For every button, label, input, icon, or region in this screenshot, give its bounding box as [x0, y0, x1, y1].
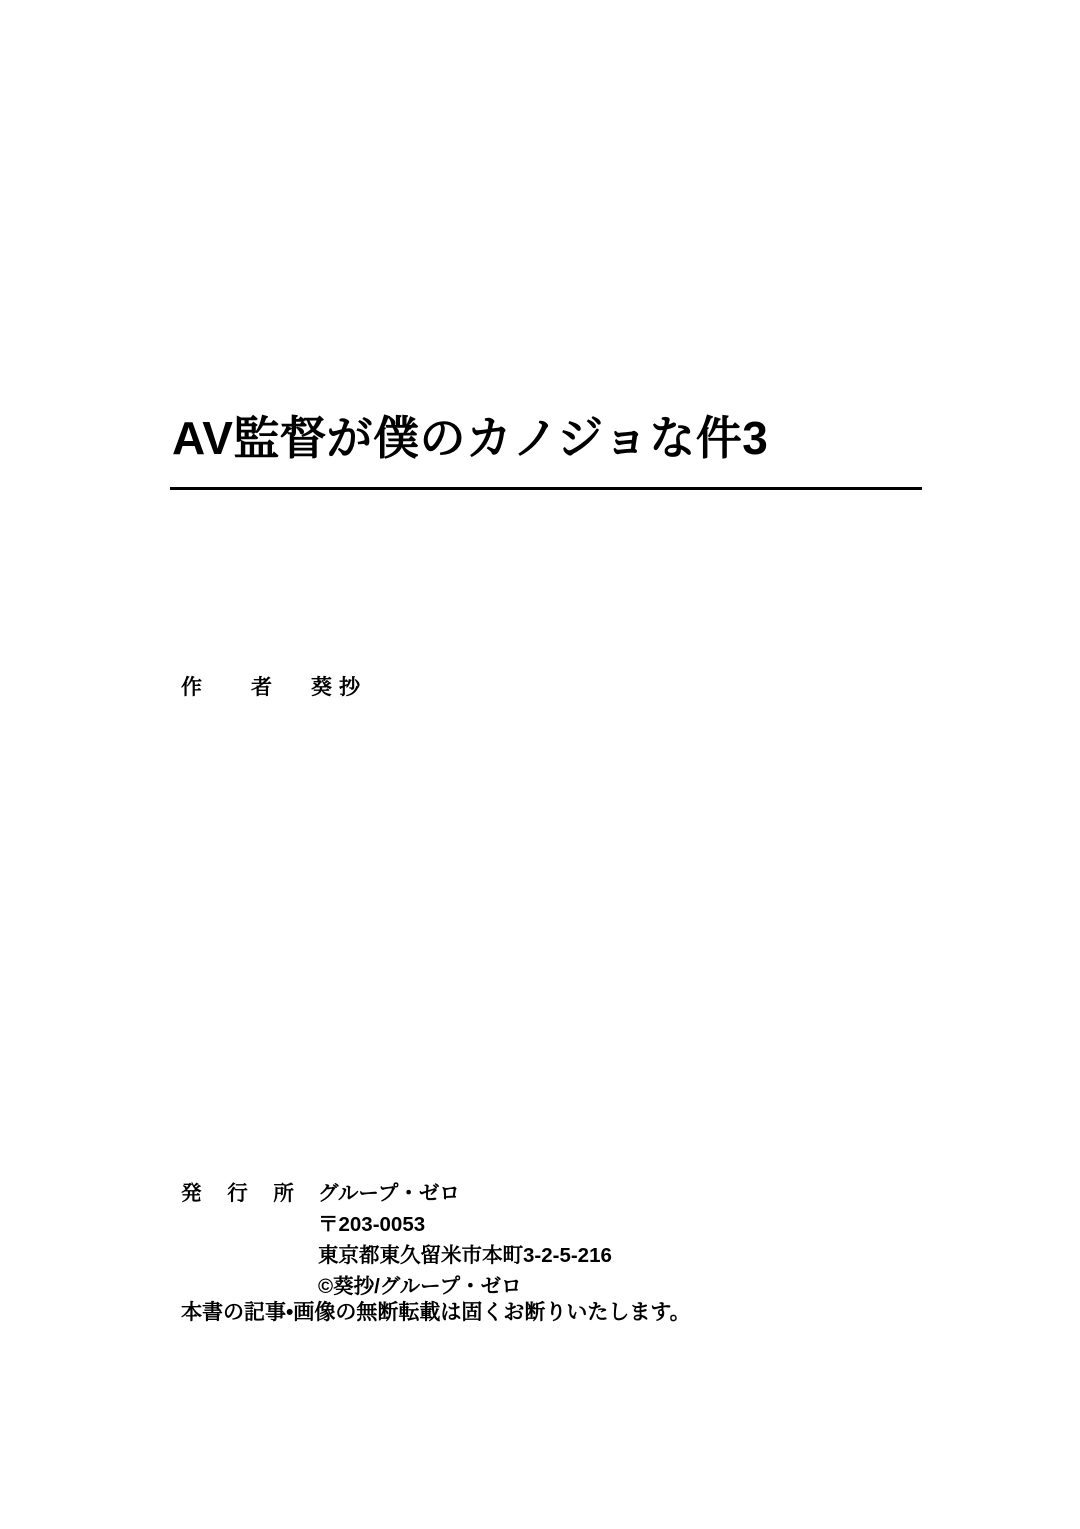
- author-label: 作 者: [181, 676, 286, 699]
- publisher-row: [181, 1178, 612, 1303]
- publisher-block: [181, 1178, 612, 1303]
- author-name: 葵抄: [311, 676, 367, 699]
- title-block: [170, 412, 922, 490]
- book-title: AV監督が僕のカノジョな件3: [172, 412, 769, 464]
- reproduction-notice: 本書の記事•画像の無断転載は固くお断りいたします。: [181, 1301, 691, 1324]
- title-divider: [170, 487, 922, 490]
- copyright-line: ©葵抄/グループ・ゼロ: [318, 1275, 522, 1299]
- publisher-label: 発 行 所: [181, 1182, 304, 1205]
- author-row: [181, 671, 367, 701]
- publisher-address: 東京都東久留米市本町3-2-5-216: [318, 1244, 612, 1268]
- publisher-name: グループ・ゼロ: [318, 1182, 460, 1205]
- publisher-details: [318, 1178, 612, 1303]
- publisher-postal-code: 〒203-0053: [318, 1213, 426, 1237]
